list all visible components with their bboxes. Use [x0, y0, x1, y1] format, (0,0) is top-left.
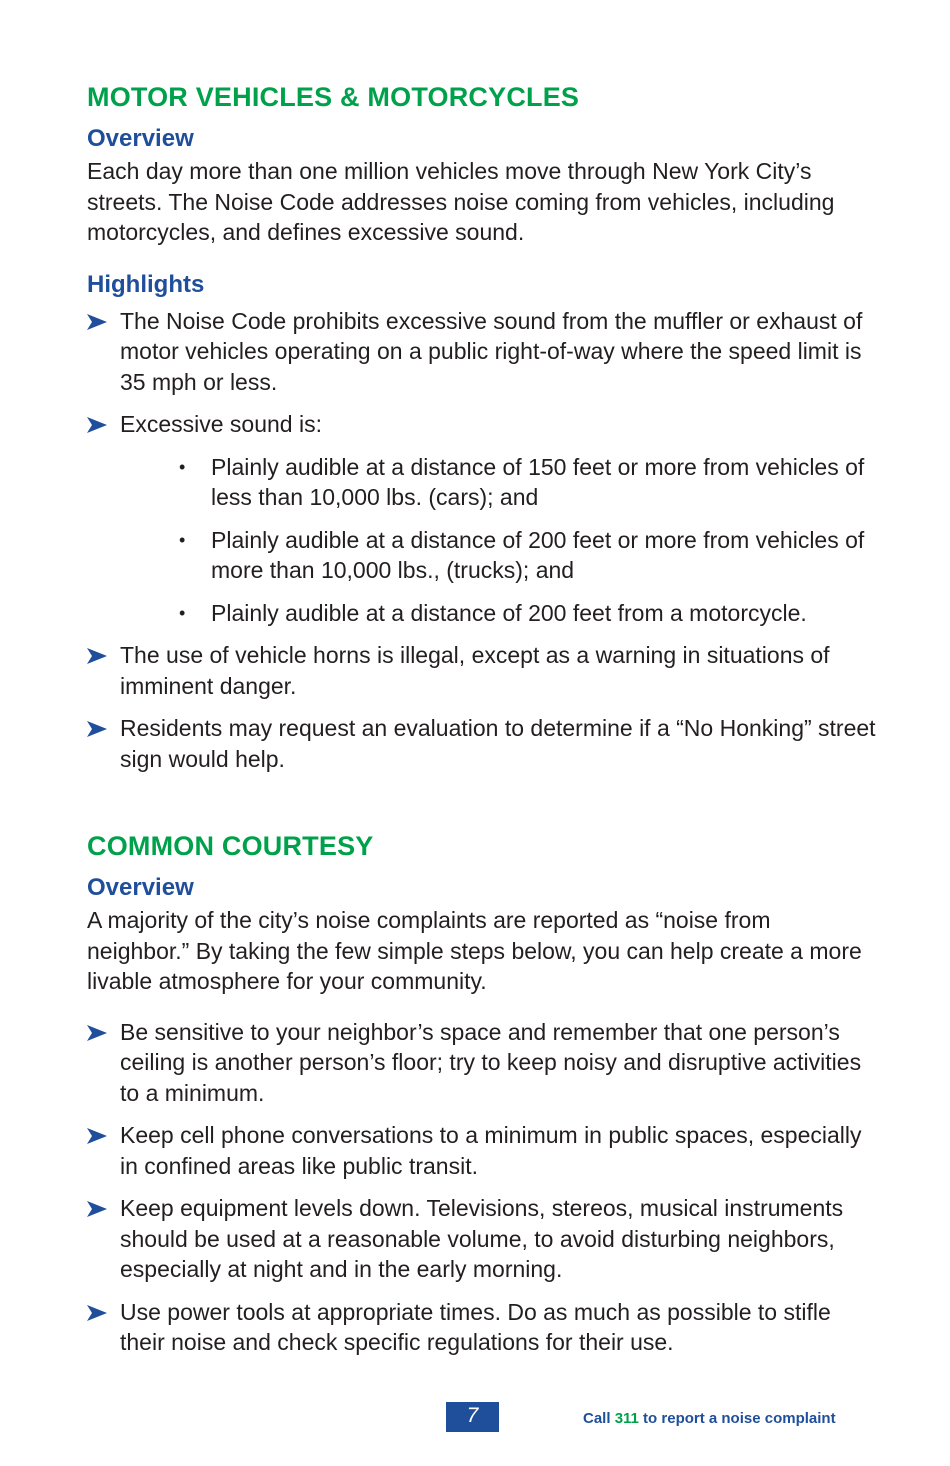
footer-phone-number: 311 — [614, 1410, 639, 1427]
bullet-text: Residents may request an evaluation to determine if a “No Honking” street sign would help. — [120, 715, 876, 772]
arrow-right-icon — [87, 721, 107, 737]
section-title-motor-vehicles: MOTOR VEHICLES & MOTORCYCLES — [87, 82, 580, 112]
highlights-list — [87, 306, 877, 775]
list-item — [87, 640, 877, 701]
list-item — [87, 713, 877, 774]
excessive-sound-list — [120, 452, 877, 629]
footer-text-after: to report a noise complaint — [638, 1410, 836, 1427]
arrow-right-icon — [87, 1128, 107, 1144]
footer — [0, 1402, 950, 1432]
page-number: 7 — [446, 1402, 499, 1432]
arrow-right-icon — [87, 417, 107, 433]
dot-icon: • — [179, 456, 186, 477]
arrow-right-icon — [87, 648, 107, 664]
section-title-common-courtesy: COMMON COURTESY — [87, 831, 374, 861]
sub-bullet-text: Plainly audible at a distance of 200 feet from a motorcycle. — [211, 599, 807, 626]
list-item — [87, 409, 877, 628]
sub-list-item — [120, 598, 877, 629]
bullet-text: Keep cell phone conversations to a minimum in public spaces, especially in confined areas like public transit. — [120, 1122, 862, 1179]
courtesy-list — [87, 1017, 877, 1358]
page-content — [87, 80, 877, 1370]
sub-bullet-text: Plainly audible at a distance of 150 feet or more from vehicles of less than 10,000 lbs. (cars); and — [211, 453, 865, 510]
sub-list-item — [120, 452, 877, 513]
overview-heading: Overview — [87, 125, 194, 152]
sub-bullet-text: Plainly audible at a distance of 200 feet or more from vehicles of more than 10,000 lbs., (trucks); and — [211, 526, 865, 583]
footer-call-text — [583, 1410, 836, 1428]
overview-heading: Overview — [87, 874, 194, 901]
bullet-text: The Noise Code prohibits excessive sound from the muffler or exhaust of motor vehicles operating on a public right-of-way where the speed limit is 35 mph or less. — [120, 307, 863, 395]
arrow-right-icon — [87, 1025, 107, 1041]
bullet-text: Use power tools at appropriate times. Do as much as possible to stifle their noise and check specific regulations for their use. — [120, 1298, 831, 1355]
list-item — [87, 1193, 877, 1285]
arrow-right-icon — [87, 1201, 107, 1217]
bullet-text: The use of vehicle horns is illegal, except as a warning in situations of imminent danger. — [120, 642, 830, 699]
list-item — [87, 1017, 877, 1109]
list-item — [87, 1120, 877, 1181]
highlights-heading: Highlights — [87, 270, 205, 298]
footer-text-before: Call — [583, 1410, 615, 1427]
bullet-text: Be sensitive to your neighbor’s space and remember that one person’s ceiling is another person’s floor; try to keep noisy and disruptive activities to a minimum. — [120, 1018, 862, 1106]
arrow-right-icon — [87, 1305, 107, 1321]
overview-text: A majority of the city’s noise complaints are reported as “noise from neighbor.” By taking the few simple steps below, you can help create a more livable atmosphere for your community. — [87, 907, 862, 994]
list-item — [87, 1297, 877, 1358]
bullet-text: Excessive sound is: — [120, 411, 322, 437]
bullet-text: Keep equipment levels down. Televisions, stereos, musical instruments should be used at a reasonable volume, to avoid disturbing neighbors, especially at night and in the early morning. — [120, 1195, 844, 1282]
list-item — [87, 306, 877, 398]
sub-list-item — [120, 525, 877, 586]
arrow-right-icon — [87, 314, 107, 330]
overview-text: Each day more than one million vehicles move through New York City’s streets. The Noise Code addresses noise coming from vehicles, including motorcycles, and defines excessive sound. — [87, 158, 835, 245]
dot-icon: • — [179, 602, 186, 623]
dot-icon: • — [179, 529, 186, 550]
